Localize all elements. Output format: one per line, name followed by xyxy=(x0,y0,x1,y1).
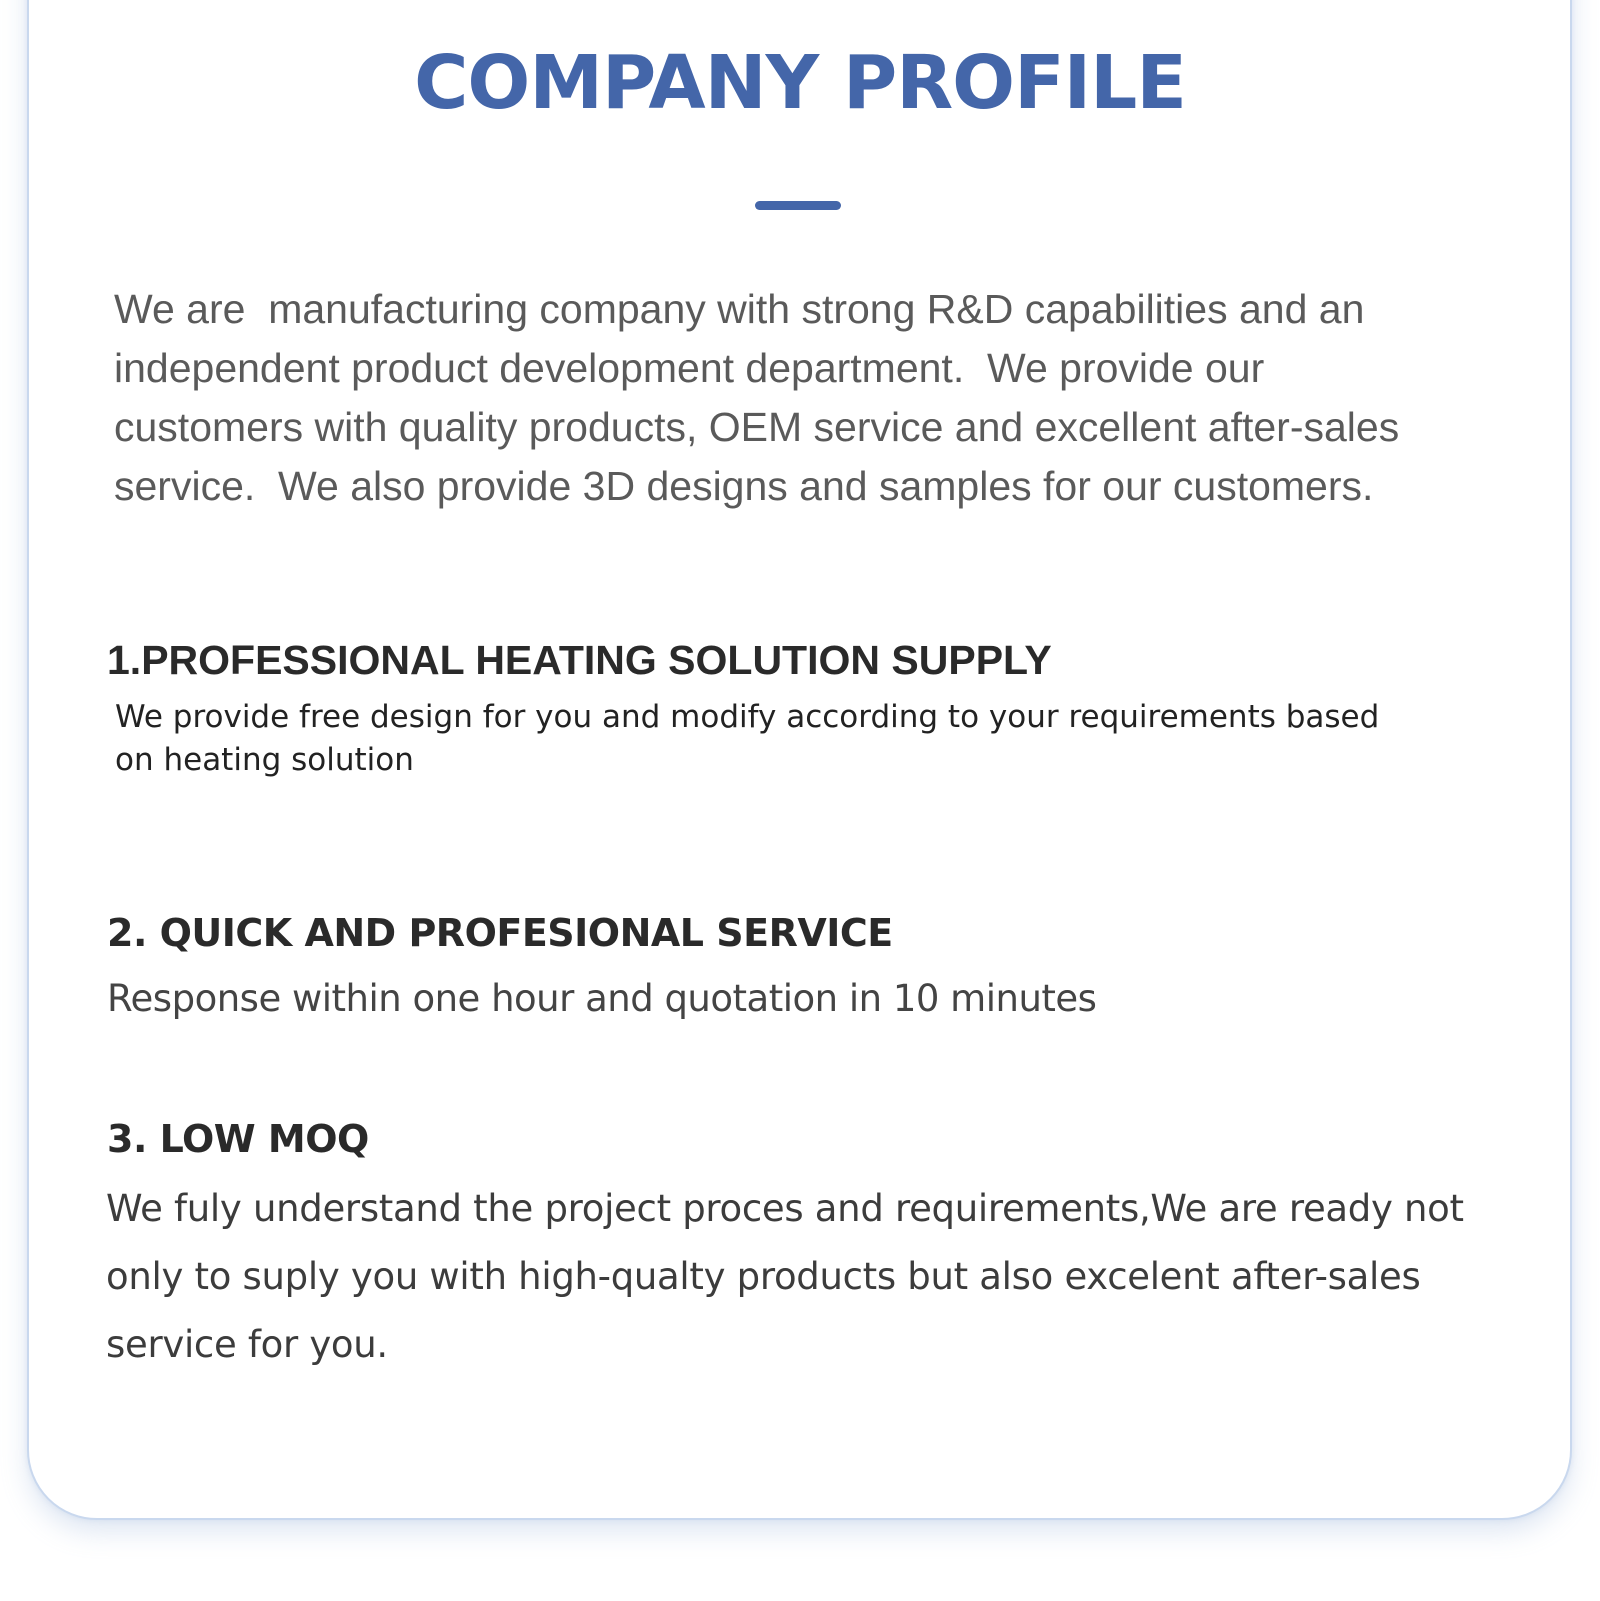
page-title: COMPANY PROFILE xyxy=(414,40,1186,126)
section-heading-heating-solution: 1.PROFESSIONAL HEATING SOLUTION SUPPLY xyxy=(107,637,1052,683)
section-text-heating-solution: We provide free design for you and modify according to your requirements based on heating solution xyxy=(115,699,1380,778)
intro-paragraph: We are manufacturing company with strong R&D capabilities and an independent product development department. We provide our customers with quality products, OEM service and excellent after-sales service. We also provide 3D designs and samples for our customers. xyxy=(114,286,1400,509)
section-heading-service: 2. QUICK AND PROFESIONAL SERVICE xyxy=(107,911,893,955)
section-text-service: Response within one hour and quotation in 10 minutes xyxy=(107,977,1097,1020)
section-text-low-moq: We fuly understand the project proces and requirements,We are ready not only to suply you with high-qualty products but also excelent after-sales service for you. xyxy=(106,1187,1464,1366)
section-heading-low-moq: 3. LOW MOQ xyxy=(107,1117,369,1161)
title-underline xyxy=(755,201,841,210)
